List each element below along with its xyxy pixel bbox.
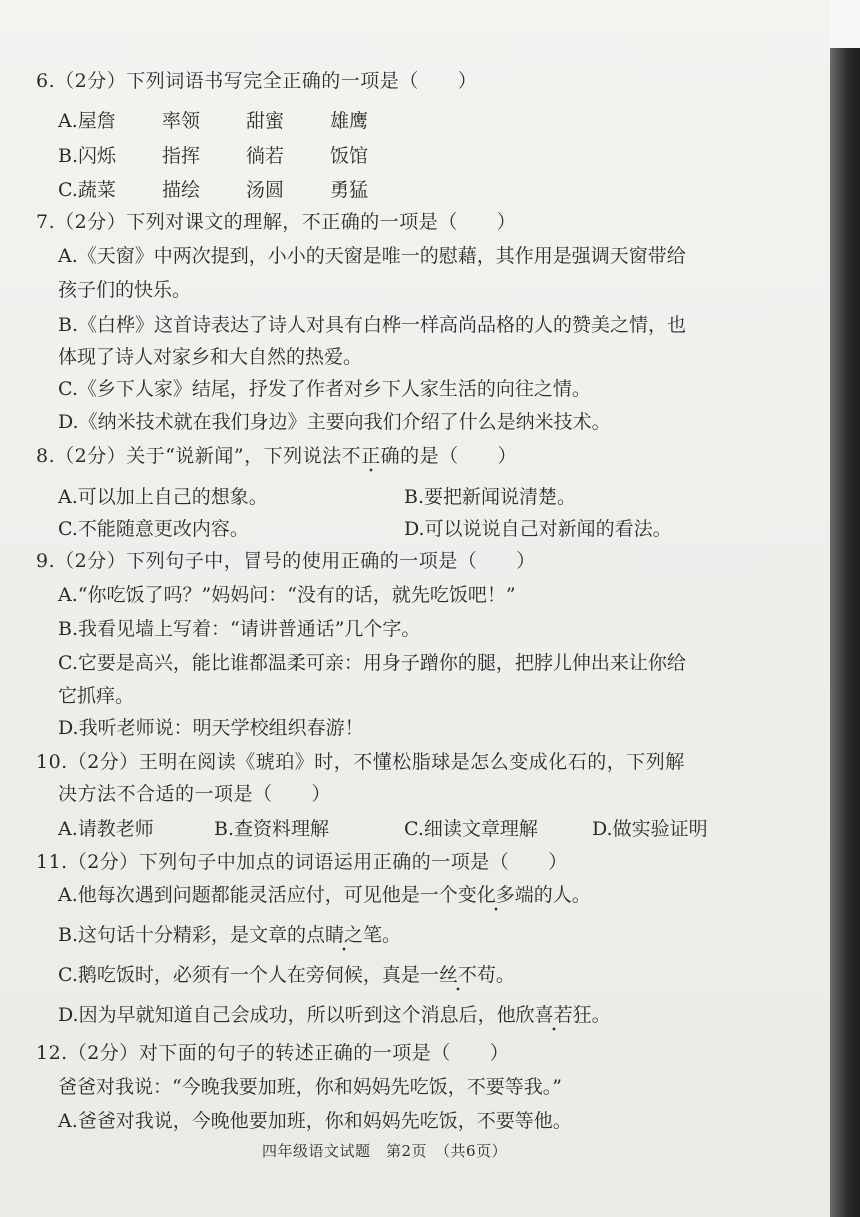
q7-option-a-line1: A.《天窗》中两次提到，小小的天窗是唯一的慰藉，其作用是强调天窗带给 [58, 245, 686, 267]
q11-option-c-text: C.鹅吃饭时，必须有一个人在旁伺候，真是 [58, 964, 420, 986]
scan-dark-edge [830, 0, 860, 1217]
q11-option-a-emphasis: 变化多端 [458, 884, 534, 912]
page-footer: 四年级语文试题 第2页 （共6页） [262, 1142, 508, 1160]
q11-option-b-tail: 。 [382, 924, 402, 946]
q8-stem-pre: 8.（2分）关于“说新闻”，下列说法 [36, 445, 342, 467]
q6-option-a-3: 甜蜜 [246, 110, 285, 132]
q11-option-a [58, 880, 591, 907]
q8-stem-emphasis: 不正确 [342, 445, 401, 473]
q11-option-d-text: D.因为早就知道自己会成功，所以听到这个消息后，他 [58, 1004, 516, 1026]
q11-option-c-tail: 。 [495, 964, 515, 986]
q8-option-a: A.可以加上自己的想象。 [58, 486, 268, 508]
q10-option-b: B.查资料理解 [214, 818, 330, 840]
q7-stem: 7.（2分）下列对课文的理解，不正确的一项是（ ） [36, 211, 517, 233]
scan-light-corner [830, 0, 860, 48]
q7-option-b-line2: 体现了诗人对家乡和大自然的热爱。 [58, 346, 363, 368]
q9-option-c-line1: C.它要是高兴，能比谁都温柔可亲：用身子蹭你的腿，把脖儿伸出来让你给 [58, 652, 686, 674]
q11-stem: 11.（2分）下列句子中加点的词语运用正确的一项是（ ） [36, 851, 568, 873]
q11-option-d-tail: 。 [591, 1004, 611, 1026]
q9-option-b: B.我看见墙上写着：“请讲普通话”几个字。 [58, 618, 421, 640]
q11-option-b [58, 920, 401, 947]
q8-option-b: B.要把新闻说清楚。 [404, 486, 577, 508]
q8-stem [36, 441, 517, 468]
q10-option-c: C.细读文章理解 [404, 818, 538, 840]
q12-option-a: A.爸爸对我说，今晚他要加班，你和妈妈先吃饭，不要等他。 [58, 1110, 572, 1132]
q11-option-b-emphasis: 点睛之笔 [306, 924, 382, 952]
q9-stem: 9.（2分）下列句子中，冒号的使用正确的一项是（ ） [36, 550, 536, 572]
q10-option-d: D.做实验证明 [592, 818, 708, 840]
q6-option-c-3: 汤圆 [246, 179, 285, 201]
q6-option-b-3: 徜若 [246, 145, 285, 167]
q12-stem: 12.（2分）对下面的句子的转述正确的一项是（ ） [36, 1042, 510, 1064]
q6-option-c-2: 描绘 [162, 179, 201, 201]
q6-option-a-1: A.屋詹 [58, 110, 116, 132]
q11-option-a-text: A.他每次遇到问题都能灵活应付，可见他是一个 [58, 884, 458, 906]
q6-option-c-1: C.蔬菜 [58, 179, 116, 201]
q9-option-d: D.我听老师说：明天学校组织春游！ [58, 717, 364, 739]
q11-option-d-emphasis: 欣喜若狂 [516, 1004, 592, 1032]
q10-stem-line1: 10.（2分）王明在阅读《琥珀》时，不懂松脂球是怎么变成化石的，下列解 [36, 751, 685, 773]
q10-option-a: A.请教老师 [58, 818, 154, 840]
q6-option-b-2: 指挥 [162, 145, 201, 167]
q11-option-b-text: B.这句话十分精彩，是文章的 [58, 924, 307, 946]
q7-option-b-line1: B.《白桦》这首诗表达了诗人对具有白桦一样高尚品格的人的赞美之情，也 [58, 314, 687, 336]
q11-option-a-tail: 的人。 [533, 884, 591, 906]
q6-option-c-4: 勇猛 [330, 179, 369, 201]
q11-option-c-emphasis: 一丝不苟 [420, 964, 496, 992]
q8-stem-post: 的是（ ） [400, 445, 518, 467]
q6-stem: 6.（2分）下列词语书写完全正确的一项是（ ） [36, 70, 478, 92]
q7-option-a-line2: 孩子们的快乐。 [58, 279, 192, 301]
q11-option-d [58, 1000, 611, 1027]
q7-option-c: C.《乡下人家》结尾，抒发了作者对乡下人家生活的向往之情。 [58, 378, 591, 400]
q6-option-b-1: B.闪烁 [58, 145, 117, 167]
q11-option-c [58, 960, 515, 987]
q7-option-d: D.《纳米技术就在我们身边》主要向我们介绍了什么是纳米技术。 [58, 411, 611, 433]
q9-option-a: A.“你吃饭了吗？”妈妈问：“没有的话，就先吃饭吧！” [58, 584, 516, 606]
q6-option-a-2: 率领 [162, 110, 201, 132]
q8-option-d: D.可以说说自己对新闻的看法。 [404, 518, 672, 540]
q8-option-c: C.不能随意更改内容。 [58, 518, 249, 540]
q10-stem-line2: 决方法不合适的一项是（ ） [58, 783, 332, 805]
q6-option-a-4: 雄鹰 [330, 110, 369, 132]
q6-option-b-4: 饭馆 [330, 145, 369, 167]
q9-option-c-line2: 它抓痒。 [58, 685, 135, 707]
q12-quote: 爸爸对我说：“今晚我要加班，你和妈妈先吃饭，不要等我。” [58, 1076, 562, 1098]
